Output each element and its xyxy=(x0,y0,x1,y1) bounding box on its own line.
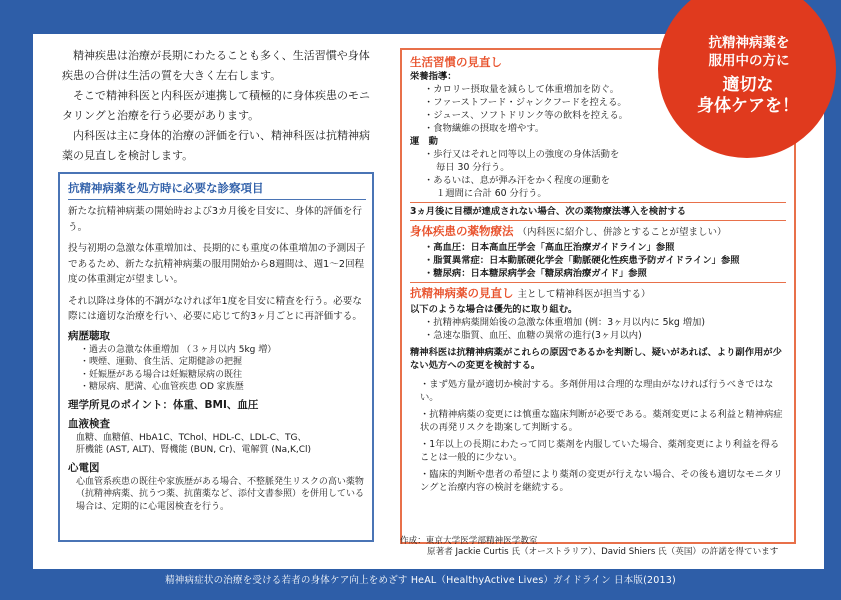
exercise-item: ・歩行又はそれと同等以上の強度の身体活動を xyxy=(424,149,620,160)
intro-text xyxy=(62,46,380,166)
nutrition-item: ・ジュース、ソフトドリンク等の飲料を控える。 xyxy=(424,110,628,121)
review-bullet: ・1年以上の長期にわたって同じ薬剤を内服していた場合、薬剤変更により利益を得ることは一般的に少ない。 xyxy=(420,439,780,463)
review-bullet: ・抗精神病薬の変更には慎重な臨床判断が必要である。薬剤変更による利益と精神病症状の再発リスクを勘案して判断する。 xyxy=(420,409,783,433)
exercise-title: 運 動 xyxy=(410,136,438,147)
review-title: 抗精神病薬の見直し xyxy=(410,286,514,300)
intro-paragraph: 内科医は主に身体的治療の評価を行い、精神科医は抗精神病薬の見直しを検討します。 xyxy=(62,129,370,162)
lifestyle-title: 生活習慣の見直し xyxy=(410,55,502,69)
ecg-title: 心電図 xyxy=(68,461,100,474)
priority-item: ・急速な脂質、血圧、血糖の異常の進行(3ヶ月以内) xyxy=(424,330,642,341)
ecg-text: 心血管系疾患の既往や家族歴がある場合、不整脈発生リスクの高い薬物（抗精神病薬、抗うつ薬、抗菌薬など、添付文書参照）を併用している場合は、定期的に心電図検査を行う。 xyxy=(76,476,365,512)
history-item: ・糖尿病、肥満、心血管疾患 OD 家族歴 xyxy=(80,382,244,392)
drug-item: ・糖尿病：日本糖尿病学会「糖尿病治療ガイド」参照 xyxy=(424,268,647,279)
drug-therapy-title: 身体疾患の薬物療法 xyxy=(410,224,514,238)
intro-paragraph: そこで精神科医と内科医が連携して積極的に身体疾患のモニタリングと治療を行う必要があります。 xyxy=(62,89,370,122)
nutrition-item: ・ファーストフード・ジャンクフードを控える。 xyxy=(424,97,627,108)
exam-items-box xyxy=(58,172,374,542)
priority-text: 以下のような場合は優先的に取り組む。 xyxy=(410,304,578,315)
lifestyle-note: 3ヵ月後に目標が達成されない場合、次の薬物療法導入を検討する xyxy=(410,206,687,217)
exam-paragraph: 投与初期の急激な体重増加は、長期的にも重度の体重増加の予測因子であるため、新たな抗精神病薬の服用開始から8週間は、週1～2回程度の体重測定が望ましい。 xyxy=(68,243,366,285)
drug-therapy-note: （内科医に紹介し、併診とすることが望ましい） xyxy=(517,227,727,238)
history-item: ・妊娠歴がある場合は妊娠糖尿病の既往 xyxy=(80,369,243,380)
exercise-item: ・あるいは、息が弾み汗をかく程度の運動を xyxy=(424,175,610,186)
blood-test-item: 肝機能 (AST, ALT)、腎機能 (BUN, Cr)、電解質 (Na,K,Cl) xyxy=(76,445,312,455)
nutrition-title: 栄養指導： xyxy=(410,71,457,82)
exam-paragraph: それ以降は身体的不調がなければ年1度を目安に精査を行う。必要な際には適切な治療を行い、必要に応じて約3ヶ月ごとに再評価する。 xyxy=(68,295,362,322)
badge-emphasis xyxy=(678,75,818,117)
intro-paragraph: 精神疾患は治療が長期にわたることも多く、生活習慣や身体疾患の合併は生活の質を大きく左右します。 xyxy=(62,49,370,82)
physical-findings: 理学所見のポイント：体重、BMI、血圧 xyxy=(68,398,259,411)
badge-text xyxy=(684,34,814,70)
source-line: 原著者 Jackie Curtis 氏（オーストラリア）、David Shiers 氏（英国）の許諾を得ています xyxy=(427,547,779,557)
source-credit xyxy=(400,536,810,558)
review-note: 主として精神科医が担当する） xyxy=(517,289,651,300)
drug-item: ・高血圧：日本高血圧学会「高血圧治療ガイドライン」参照 xyxy=(424,242,675,253)
badge-line: 服用中の方に xyxy=(708,53,790,69)
review-bullet: ・臨床的判断や患者の希望により薬剤の変更が行えない場合、その後も適切なモニタリングと治療内容の検討を継続する。 xyxy=(420,469,783,493)
review-bullet: ・まず処方量が適切か検討する。多剤併用は合理的な理由がなければ行うべきではない。 xyxy=(420,379,774,403)
badge-line: 身体ケアを！ xyxy=(697,96,799,116)
source-line: 作成：東京大学医学部精神医学教室 xyxy=(400,536,538,546)
blood-test-title: 血液検査 xyxy=(68,417,110,430)
exercise-item: １週間に合計 60 分行う。 xyxy=(436,188,547,199)
drug-item: ・脂質異常症：日本動脈硬化学会「動脈硬化性疾患予防ガイドライン」参照 xyxy=(424,255,740,266)
nutrition-item: ・カロリー摂取量を減らして体重増加を防ぐ。 xyxy=(424,84,620,95)
psych-text: 精神科医は抗精神病薬がこれらの原因であるかを判断し、疑いがあれば、より副作用が少ない処方への変更を検討する。 xyxy=(410,347,782,371)
exercise-item: 毎日 30 分行う。 xyxy=(436,162,510,173)
badge-line: 抗精神病薬を xyxy=(708,35,790,51)
history-item: ・過去の急激な体重増加 （３ヶ月以内 5kg 増） xyxy=(80,344,277,355)
history-title: 病歴聴取 xyxy=(68,329,110,342)
exam-paragraph: 新たな抗精神病薬の開始時および3カ月後を目安に、身体的評価を行う。 xyxy=(68,206,362,233)
priority-item: ・抗精神病薬開始後の急激な体重増加 (例：3ヶ月以内に 5kg 増加) xyxy=(424,317,705,328)
footer-text: 精神病症状の治療を受ける若者の身体ケア向上をめざす HeAL（HealthyActive Lives）ガイドライン 日本版(2013) xyxy=(165,575,676,586)
blood-test-item: 血糖、血糖値、HbA1C、TChol、HDL-C、LDL-C、TG、 xyxy=(76,432,307,443)
nutrition-item: ・食物繊維の摂取を増やす。 xyxy=(424,123,545,134)
badge-line: 適切な xyxy=(722,75,774,95)
history-item: ・喫煙、運動、食生活、定期健診の把握 xyxy=(80,357,243,367)
exam-items-title: 抗精神病薬を処方時に必要な診察項目 xyxy=(68,180,366,200)
